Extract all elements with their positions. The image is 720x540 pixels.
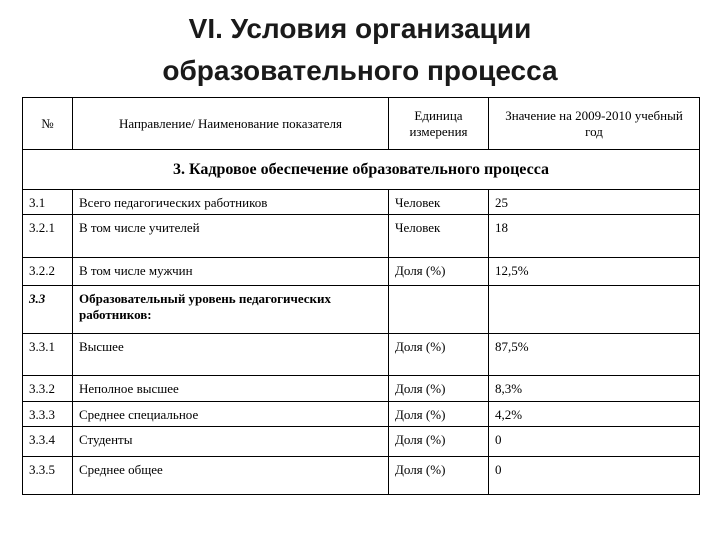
row-value: 0	[489, 427, 700, 457]
section-title: 3. Кадровое обеспечение образовательного процесса	[23, 150, 700, 190]
table-row	[23, 258, 700, 286]
row-indicator: Среднее общее	[73, 457, 389, 495]
staffing-table	[22, 97, 700, 495]
row-number: 3.3.3	[23, 402, 73, 427]
table-row	[23, 402, 700, 427]
row-value: 25	[489, 190, 700, 215]
table-row	[23, 286, 700, 334]
table-row	[23, 334, 700, 376]
row-number: 3.3.1	[23, 334, 73, 376]
table-header-row	[23, 98, 700, 150]
row-value	[489, 286, 700, 334]
row-unit: Доля (%)	[389, 376, 489, 402]
table-row	[23, 190, 700, 215]
slide-title-line-1: VI. Условия организации	[188, 13, 532, 44]
row-number: 3.1	[23, 190, 73, 215]
row-indicator: Неполное высшее	[73, 376, 389, 402]
row-unit: Доля (%)	[389, 457, 489, 495]
row-unit: Человек	[389, 190, 489, 215]
section-row	[23, 150, 700, 190]
row-number: 3.3.2	[23, 376, 73, 402]
row-value: 8,3%	[489, 376, 700, 402]
table-row	[23, 427, 700, 457]
row-indicator: Студенты	[73, 427, 389, 457]
row-unit: Доля (%)	[389, 258, 489, 286]
row-number: 3.2.2	[23, 258, 73, 286]
row-unit: Доля (%)	[389, 334, 489, 376]
row-indicator: В том числе мужчин	[73, 258, 389, 286]
header-unit: Единица измерения	[389, 98, 489, 150]
row-unit: Доля (%)	[389, 402, 489, 427]
header-indicator: Направление/ Наименование показателя	[73, 98, 389, 150]
slide-title	[0, 8, 720, 92]
table-row	[23, 376, 700, 402]
row-unit: Доля (%)	[389, 427, 489, 457]
row-value: 87,5%	[489, 334, 700, 376]
row-value: 18	[489, 215, 700, 258]
row-indicator: В том числе учителей	[73, 215, 389, 258]
row-value: 12,5%	[489, 258, 700, 286]
row-value: 0	[489, 457, 700, 495]
header-value: Значение на 2009-2010 учебный год	[489, 98, 700, 150]
row-number: 3.2.1	[23, 215, 73, 258]
row-number: 3.3.4	[23, 427, 73, 457]
row-number: 3.3	[23, 286, 73, 334]
row-unit	[389, 286, 489, 334]
header-number: №	[23, 98, 73, 150]
table-row	[23, 215, 700, 258]
row-indicator: Среднее специальное	[73, 402, 389, 427]
row-indicator: Образовательный уровень педагогических работников:	[73, 286, 389, 334]
table-row	[23, 457, 700, 495]
row-indicator: Всего педагогических работников	[73, 190, 389, 215]
row-indicator: Высшее	[73, 334, 389, 376]
row-unit: Человек	[389, 215, 489, 258]
row-number: 3.3.5	[23, 457, 73, 495]
slide-title-line-2: образовательного процесса	[162, 55, 558, 86]
row-value: 4,2%	[489, 402, 700, 427]
